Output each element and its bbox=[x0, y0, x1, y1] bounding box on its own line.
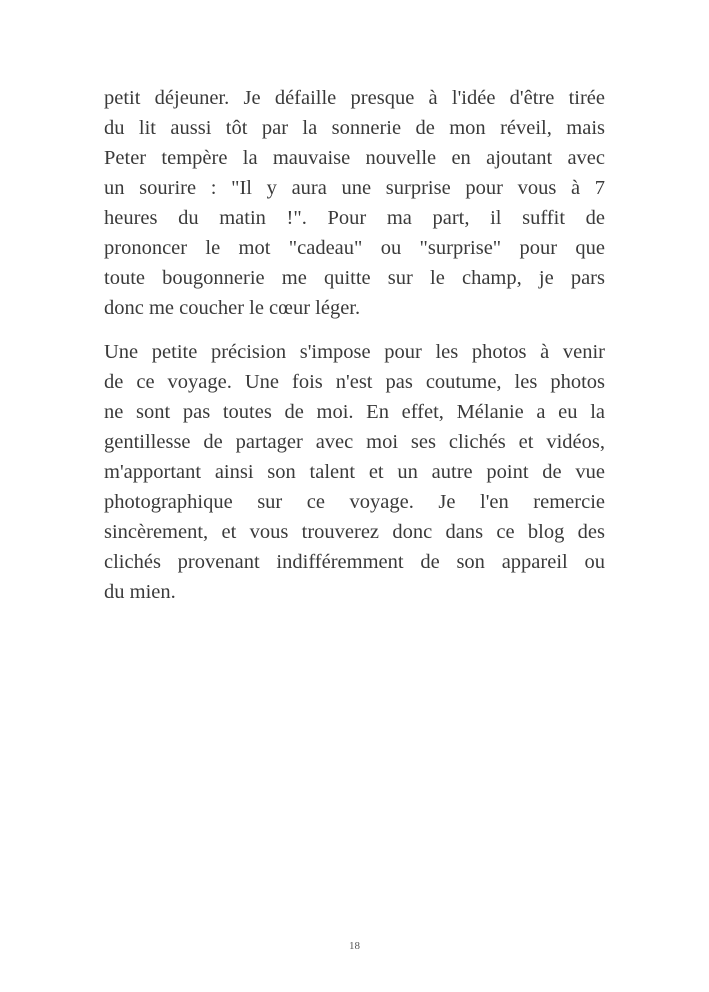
text-line: de ce voyage. Une fois n'est pas coutume, les photos bbox=[104, 371, 605, 393]
text-line: donc me coucher le cœur léger. bbox=[104, 297, 361, 319]
text-line: photographique sur ce voyage. Je l'en remercie bbox=[104, 491, 605, 513]
text-line: toute bougonnerie me quitte sur le champ, je pars bbox=[104, 267, 605, 289]
text-line: du mien. bbox=[104, 581, 176, 603]
text-line: sincèrement, et vous trouverez donc dans ce blog des bbox=[104, 521, 605, 543]
text-line: petit déjeuner. Je défaille presque à l'idée d'être tirée bbox=[104, 87, 605, 109]
text-line: clichés provenant indifféremment de son appareil ou bbox=[104, 551, 605, 573]
text-line: Peter tempère la mauvaise nouvelle en ajoutant avec bbox=[104, 147, 605, 169]
paragraph-photo-credits bbox=[104, 337, 605, 607]
text-line: un sourire : "Il y aura une surprise pour vous à 7 bbox=[104, 177, 605, 199]
text-line: gentillesse de partager avec moi ses clichés et vidéos, bbox=[104, 431, 605, 453]
text-line: ne sont pas toutes de moi. En effet, Mélanie a eu la bbox=[104, 401, 605, 423]
page-number: 18 bbox=[349, 940, 360, 952]
text-line: prononcer le mot "cadeau" ou "surprise" pour que bbox=[104, 237, 605, 259]
text-line: du lit aussi tôt par la sonnerie de mon réveil, mais bbox=[104, 117, 605, 139]
text-line: heures du matin !". Pour ma part, il suffit de bbox=[104, 207, 605, 229]
text-line: m'apportant ainsi son talent et un autre point de vue bbox=[104, 461, 605, 483]
text-line: Une petite précision s'impose pour les photos à venir bbox=[104, 341, 605, 363]
paragraph-breakfast-surprise bbox=[104, 83, 605, 323]
